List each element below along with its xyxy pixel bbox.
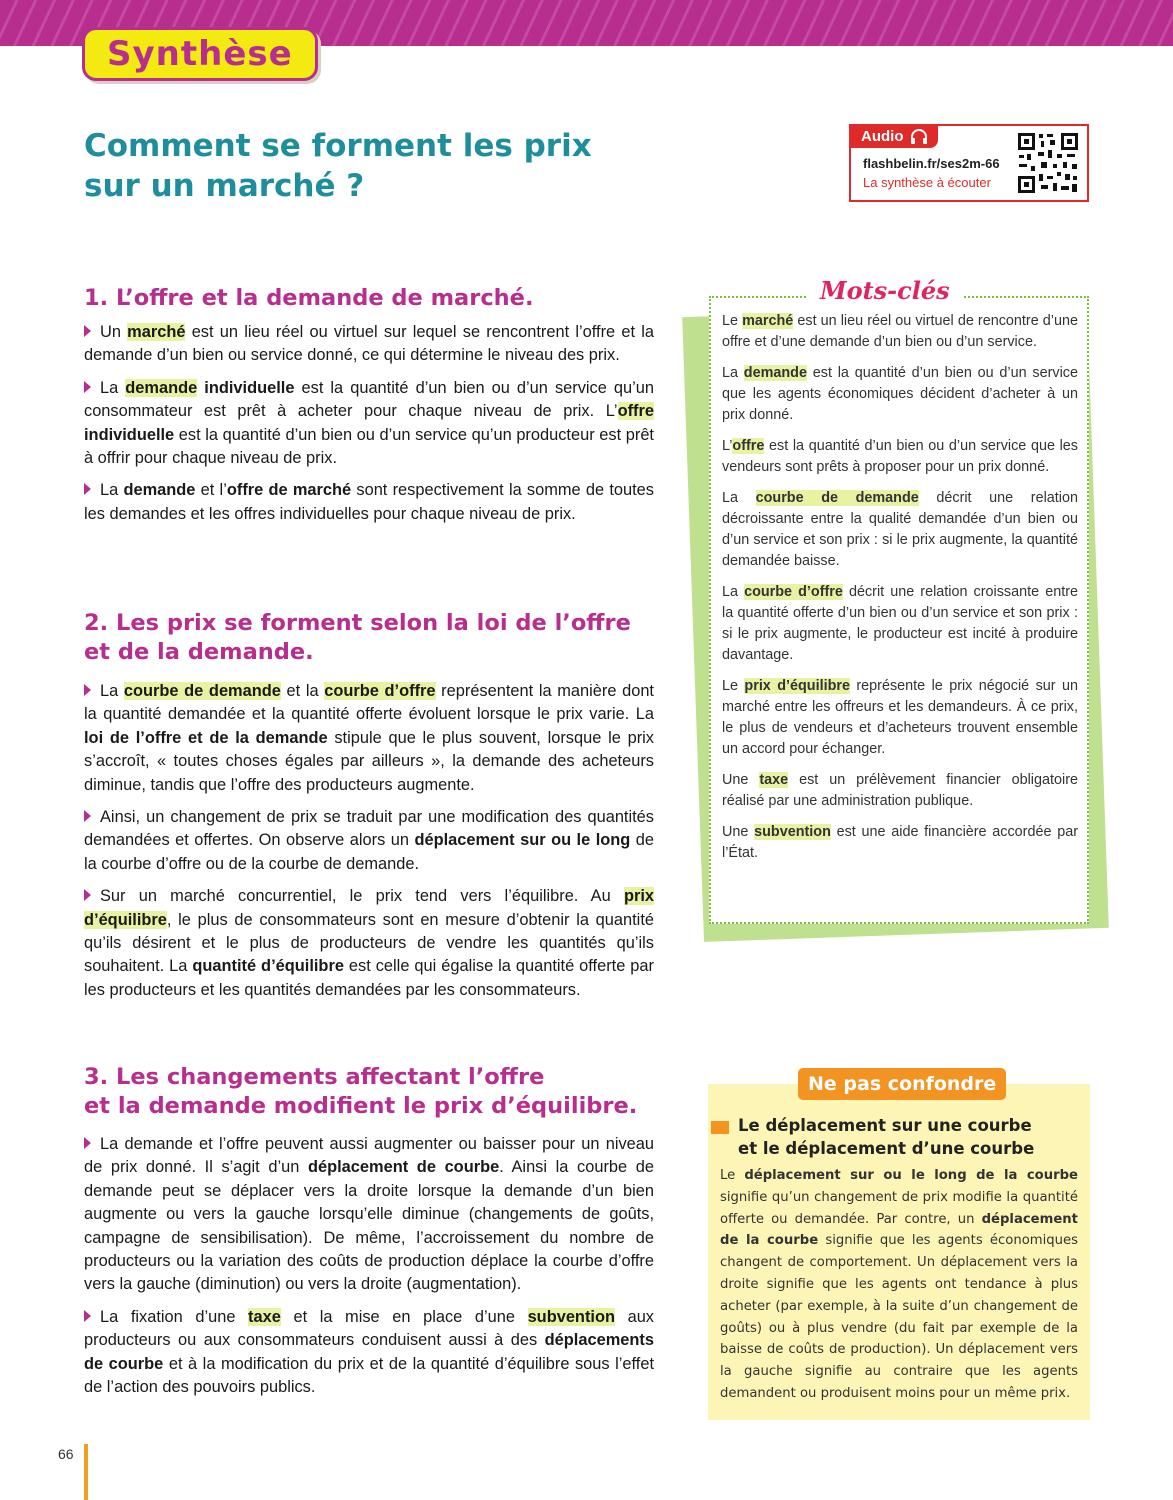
- bullet-icon: [84, 1137, 91, 1149]
- bullet-icon: [84, 889, 91, 901]
- bullet-icon: [84, 483, 91, 495]
- do-not-confuse-heading: Le déplacement sur une courbe et le déplacement d’une courbe: [738, 1116, 1035, 1158]
- page-number: 66: [58, 1446, 74, 1462]
- headphones-icon: [910, 129, 928, 145]
- keyword-item: Une taxe est un prélèvement financier obligatoire réalisé par une administration publique.: [722, 772, 1078, 809]
- audio-label-text: Audio: [861, 128, 904, 145]
- keywords-title: Mots-clés: [808, 276, 962, 305]
- page-number-bar: [84, 1444, 88, 1500]
- bullet-icon: [84, 325, 91, 337]
- bullet-icon: [84, 810, 91, 822]
- keyword-item: La demande est la quantité d’un bien ou d’un service que les agents économiques décident d’acheter à un prix donné.: [722, 365, 1078, 423]
- section-1-heading: 1. L’offre et la demande de marché.: [84, 285, 534, 311]
- bullet-icon: [84, 381, 91, 393]
- do-not-confuse-text: Le déplacement sur ou le long de la courbe signifie qu’un changement de prix modifie la quantité offerte ou demandée. Par contre, un déplacement de la courbe signifie que les agents économiques changent de comportement. Un déplacement vers la droite signifie que les agents ont tendance à plus acheter (par exemple, à la suite d’un changement de goûts) ou à plus vendre (du fait par exemple de la baisse de coûts de production). Un déplacement vers la gauche signifie au contraire que les agents demandent ou produisent moins pour un même prix.: [720, 1168, 1079, 1401]
- bullet-icon: [84, 1310, 91, 1322]
- do-not-confuse-tag: Ne pas confondre: [798, 1068, 1006, 1100]
- paragraph: Ainsi, un changement de prix se traduit par une modification des quantités demandées et offertes. On observe alors un déplacement sur ou le long de la courbe d’offre ou de la courbe de demande.: [84, 808, 654, 873]
- section-2-heading: 2. Les prix se forment selon la loi de l’offre et de la demande.: [84, 610, 631, 665]
- paragraph: La demande individuelle est la quantité d’un bien ou d’un service qu’un consommateur est prêt à acheter pour chaque niveau de prix. L’offre individuelle est la quantité d’un bien ou d’un service qu’un producteur est prêt à offrir pour chaque niveau de prix.: [84, 378, 655, 468]
- section-tag: [82, 27, 318, 81]
- audio-box[interactable]: [849, 124, 1089, 202]
- qr-code-icon[interactable]: [1017, 132, 1079, 194]
- section-tag-label: Synthèse: [107, 34, 293, 74]
- paragraph: Un marché est un lieu réel ou virtuel sur lequel se rencontrent l’offre et la demande d’un bien ou service donné, ce qui détermine le niveau des prix.: [84, 323, 655, 365]
- keyword-item: Une subvention est une aide financière accordée par l’État.: [722, 824, 1078, 861]
- audio-caption: La synthèse à écouter: [863, 175, 991, 190]
- keyword-item: Le prix d’équilibre représente le prix négocié sur un marché entre les offreurs et les demandeurs. À ce prix, le plus de vendeurs et d’acheteurs trouvent ensemble un accord pour échanger.: [722, 678, 1078, 757]
- page-title-line1: Comment se forment les prix: [84, 128, 592, 164]
- section-3-body: [84, 1133, 654, 1408]
- paragraph: Sur un marché concurrentiel, le prix tend vers l’équilibre. Au prix d’équilibre, le plus de consommateurs sont en mesure d’obtenir la quantité qu’ils désirent et le plus de producteurs de vendre les quantités qu’ils souhaitent. La quantité d’équilibre est celle qui égalise la quantité offerte par les producteurs et les quantités demandées par les consommateurs.: [84, 887, 654, 999]
- audio-label: [851, 126, 938, 148]
- section-1-body: [84, 321, 654, 535]
- keywords-list: [722, 311, 1078, 874]
- section-2-body: [84, 680, 654, 1011]
- page-title: [84, 126, 684, 206]
- page-title-line2: sur un marché ?: [84, 168, 365, 204]
- paragraph: La fixation d’une taxe et la mise en place d’une subvention aux producteurs ou aux consommateurs conduisent aussi à des déplacements de courbe et à la modification du prix et de la quantité d’équilibre sous l’effet de l’action des pouvoirs publics.: [84, 1307, 655, 1397]
- keyword-item: Le marché est un lieu réel ou virtuel de rencontre d’une offre et d’une demande d’un bien ou d’un service.: [722, 313, 1078, 350]
- keyword-item: La courbe de demande décrit une relation décroissante entre la qualité demandée d’un bien ou d’un service et son prix : si le prix augmente, la quantité demandée baisse.: [722, 490, 1078, 569]
- square-bullet-icon: [711, 1121, 729, 1134]
- section-3-heading: 3. Les changements affectant l’offre et la demande modifient le prix d’équilibre.: [84, 1064, 638, 1119]
- keyword-item: La courbe d’offre décrit une relation croissante entre la quantité offerte d’un bien ou d’un service et son prix : si le prix augmente, le producteur est incité à produire davantage.: [722, 584, 1078, 663]
- paragraph: La demande et l’offre peuvent aussi augmenter ou baisser pour un niveau de prix donné. Il s’agit d’un déplacement de courbe. Ainsi la courbe de demande peut se déplacer vers la droite lorsque la demande d’un bien augmente ou vers la gauche lorsqu’elle diminue (changements de goûts, campagne de sensibilisation). De même, l’accroissement du nombre de producteurs ou la variation des coûts de production déplace la courbe d’offre vers la gauche (diminution) ou vers la droite (augmentation).: [84, 1135, 655, 1294]
- bullet-icon: [84, 684, 91, 696]
- paragraph: La courbe de demande et la courbe d’offre représentent la manière dont la quantité demandée et la quantité offerte évoluent lorsque le prix varie. La loi de l’offre et de la demande stipule que le plus souvent, lorsque le prix s’accroît, « toutes choses égales par ailleurs », la demande des acheteurs diminue, tandis que l’offre des producteurs augmente.: [84, 682, 654, 794]
- paragraph: La demande et l’offre de marché sont respectivement la somme de toutes les demandes et les offres individuelles pour chaque niveau de prix.: [84, 481, 654, 523]
- audio-url[interactable]: flashbelin.fr/ses2m-66: [863, 156, 1000, 171]
- keyword-item: L’offre est la quantité d’un bien ou d’un service que les vendeurs sont prêts à proposer pour un prix donné.: [722, 438, 1078, 475]
